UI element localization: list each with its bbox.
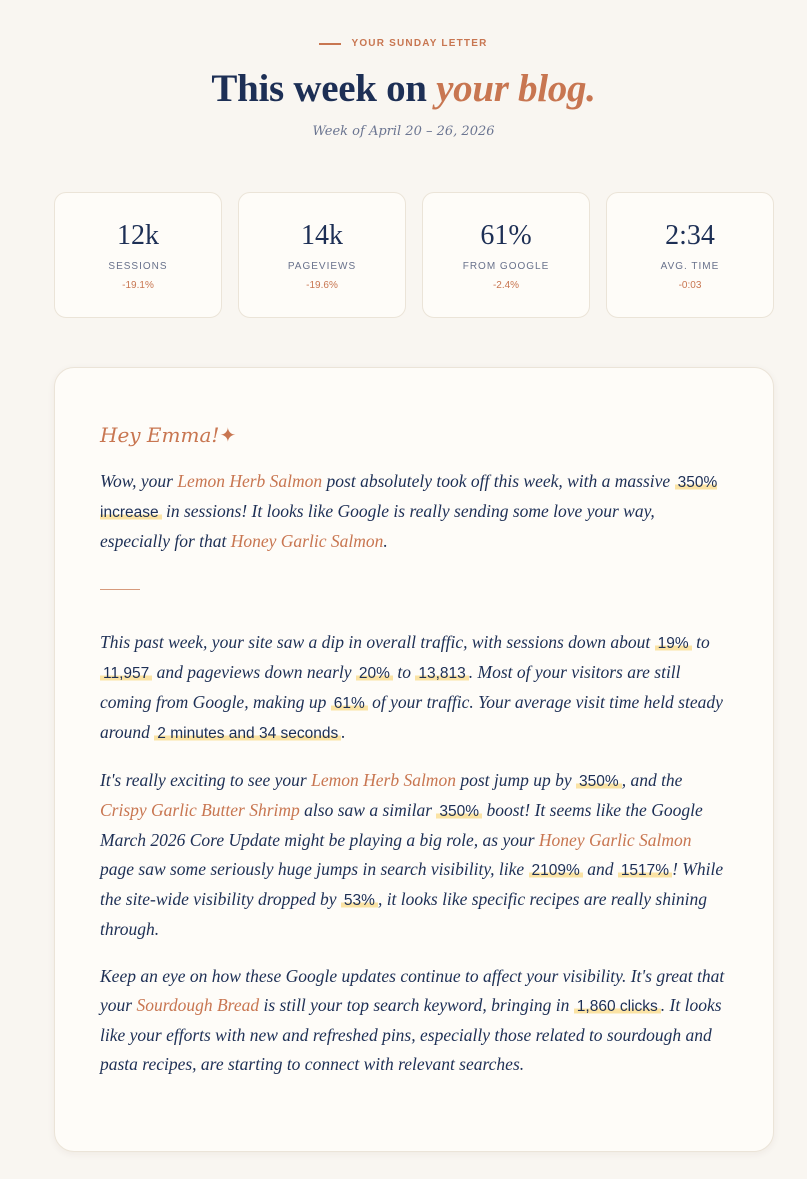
- text: post absolutely took off this week, with a massive: [322, 471, 675, 491]
- stat-value: 61%: [480, 220, 532, 251]
- stat-delta: -0:03: [678, 280, 702, 291]
- text: , and the: [621, 770, 683, 790]
- text: page saw some seriously huge jumps in search visibility, like: [100, 859, 529, 879]
- post-link-lemon-herb-salmon[interactable]: Lemon Herb Salmon: [311, 770, 456, 790]
- text: also saw a similar: [299, 800, 437, 820]
- stat-card-from-google: [422, 192, 590, 318]
- text: It's really exciting to see your: [100, 770, 312, 790]
- page-title-main: This week on: [211, 67, 437, 110]
- text: This past week, your site saw a dip in overall traffic, with sessions down about: [100, 632, 655, 652]
- post-link-lemon-herb-salmon[interactable]: Lemon Herb Salmon: [177, 471, 323, 491]
- post-link-honey-garlic-salmon[interactable]: Honey Garlic Salmon: [230, 531, 384, 551]
- highlight-value: 13,813: [415, 665, 468, 682]
- highlights-paragraph: [100, 766, 729, 944]
- stat-label: PAGEVIEWS: [287, 261, 357, 272]
- page-title-accent: your blog.: [436, 67, 596, 110]
- greeting: [100, 420, 729, 450]
- highlight-value: 19%: [655, 635, 692, 652]
- highlight-value: 53%: [341, 892, 378, 909]
- highlight-value: 1,860 clicks: [574, 998, 661, 1015]
- text: ! While the site-wide visibility dropped by: [100, 859, 724, 909]
- stat-card-pageviews: [238, 192, 406, 318]
- intro-paragraph: [100, 467, 729, 556]
- divider: [100, 589, 140, 590]
- eyebrow-rule: [319, 43, 341, 45]
- eyebrow-text: YOUR SUNDAY LETTER: [351, 38, 488, 49]
- highlight-value: 2 minutes and 34 seconds: [154, 725, 341, 742]
- text: to: [691, 632, 710, 652]
- highlight-value: 20%: [356, 665, 393, 682]
- text: . Most of your visitors are still coming from Google, making up: [100, 662, 681, 712]
- text: . It looks like your efforts with new and refreshed pins, especially those related to sourdough and pasta recipes, are starting to connect with relevant searches.: [100, 995, 722, 1074]
- text: , it looks like specific recipes are really shining through.: [100, 889, 707, 939]
- text: .: [383, 531, 388, 551]
- highlight-value: 350%: [576, 773, 622, 790]
- keywords-paragraph: [100, 962, 729, 1079]
- text: is still your top search keyword, bringing in: [259, 995, 574, 1015]
- post-link-crispy-garlic-butter-shrimp[interactable]: Crispy Garlic Butter Shrimp: [100, 800, 300, 820]
- text: and: [582, 859, 618, 879]
- stat-label: AVG. TIME: [660, 261, 720, 272]
- highlight-value: 1517%: [618, 862, 672, 879]
- stat-delta: -2.4%: [492, 280, 520, 291]
- greeting-text: Hey Emma!: [100, 423, 220, 447]
- stat-label: FROM GOOGLE: [462, 261, 550, 272]
- highlight-value: 350%: [436, 803, 482, 820]
- stat-value: 2:34: [665, 220, 715, 251]
- stats-row: [54, 192, 774, 318]
- highlight-value: 61%: [331, 695, 368, 712]
- text: Wow, your: [100, 471, 178, 491]
- text: of your traffic. Your average visit time held steady around: [100, 692, 723, 742]
- traffic-paragraph: [100, 628, 729, 748]
- stat-card-avg-time: [606, 192, 774, 318]
- text: boost! It seems like the Google March 2026 Core Update might be playing a big role, as your: [100, 800, 703, 850]
- stat-value: 14k: [301, 220, 343, 251]
- date-range: Week of April 20 – 26, 2026: [312, 124, 495, 139]
- text: to: [392, 662, 416, 682]
- post-link-honey-garlic-salmon[interactable]: Honey Garlic Salmon: [538, 830, 692, 850]
- highlight-value: 11,957: [100, 665, 152, 682]
- page-title: [0, 66, 807, 111]
- highlight-value: 2109%: [529, 862, 583, 879]
- text: .: [341, 722, 346, 742]
- letter-card: [54, 367, 774, 1152]
- eyebrow: [0, 38, 807, 49]
- stat-label: SESSIONS: [108, 261, 168, 272]
- text: Keep an eye on how these Google updates continue to affect your visibility. It's great that your: [100, 966, 725, 1015]
- stat-card-sessions: [54, 192, 222, 318]
- stat-delta: -19.1%: [122, 280, 154, 291]
- text: post jump up by: [455, 770, 577, 790]
- text: and pageviews down nearly: [152, 662, 356, 682]
- sparkle-icon: ✦: [219, 423, 237, 447]
- text: in sessions! It looks like Google is really sending some love your way, especially for that: [100, 501, 655, 551]
- stat-value: 12k: [117, 220, 159, 251]
- post-link-sourdough-bread[interactable]: Sourdough Bread: [136, 995, 260, 1015]
- stat-delta: -19.6%: [306, 280, 338, 291]
- highlight-value: 350% increase: [100, 474, 718, 521]
